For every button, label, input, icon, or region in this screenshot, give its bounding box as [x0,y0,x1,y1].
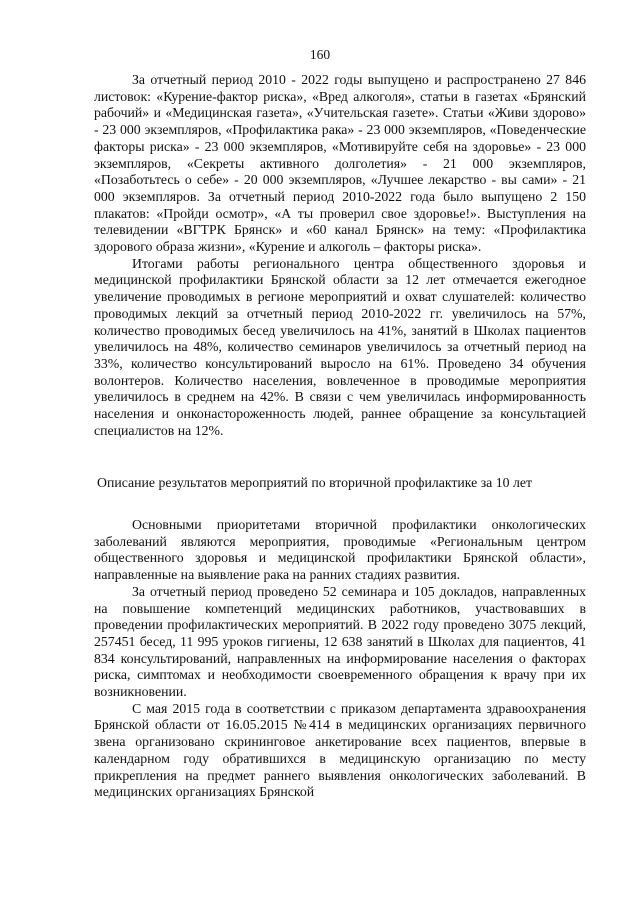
paragraph-publications: За отчетный период 2010 - 2022 годы выпущено и распространено 27 846 листовок: «Курение-фактор риска», «Вред алкоголя», статьи в газетах «Брянский рабочий» и «Медицинская газета», «Учительская газете». Статьи «Живи здорово» - 23 000 экземпляров, «Профилактика рака» - 23 000 экземпляров, «Поведенческие факторы риска» - 23 000 экземпляров, «Мотивируйте себя на здоровье» - 23 000 экземпляров, «Секреты активного долголетия» - 21 000 экземпляров, «Позаботьтесь о себе» - 20 000 экземпляров, «Лучшее лекарство - вы сами» - 21 000 экземпляров. За отчетный период 2010-2022 года было выпущено 2 150 плакатов: «Пройди осмотр», «А ты проверил свое здоровье!». Выступления на телевидении «ВГТРК Брянск» и «60 канал Брянск» на тему: «Профилактика здорового образа жизни», «Курение и алкоголь – факторы риска». [94,72,586,255]
paragraph-results: Итогами работы регионального центра общественного здоровья и медицинской профилактики Брянской области за 12 лет отмечается ежегодное увеличение проводимых в регионе мероприятий и охват слушателей: количество проводимых лекций за отчетный период 2010-2022 гг. увеличилось на 57%, количество проводимых бесед увеличилось на 41%, занятий в Школах пациентов увеличилось на 48%, количество семинаров увеличилось за отчетный период на 33%, количество консультирований выросло на 61%. Проведено 34 обучения волонтеров. Количество населения, вовлеченное в проводимые мероприятия увеличилось в среднем на 42%. В связи с чем увеличилась информированность населения и онконастороженность людей, раннее обращение за консультацией специалистов на 12%. [94,255,586,438]
page-number: 160 [309,47,331,62]
paragraph-seminars: За отчетный период проведено 52 семинара и 105 докладов, направленных на повышение компетенций медицинских работников, участвовавших в проведении профилактических мероприятий. В 2022 году проведено 3075 лекций, 257451 бесед, 11 995 уроков гигиены, 12 638 занятий в Школах для пациентов, 41 834 консультирований, направленных на информирование населения о факторах риска, симптомах и необходимости своевременного обращения к врачу при их возникновении. [94,583,586,700]
section-1-text [94,72,586,439]
paragraph-screening: С мая 2015 года в соответствии с приказом департамента здравоохранения Брянской области от 16.05.2015 №414 в медицинских организациях первичного звена организовано скрининговое анкетирование всех пациентов, впервые в календарном году обратившихся в медицинскую организацию по месту прикрепления на предмет раннего выявления онкологических заболеваний. В медицинских организациях Брянской [94,700,586,800]
section-heading: Описание результатов мероприятий по вторичной профилактике за 10 лет [97,475,533,490]
section-2-text [94,517,586,801]
paragraph-priorities: Основными приоритетами вторичной профилактики онкологических заболеваний являются мероприятия, проводимые «Региональным центром общественного здоровья и медицинской профилактики Брянской области», направленные на выявление рака на ранних стадиях развития. [94,517,586,583]
